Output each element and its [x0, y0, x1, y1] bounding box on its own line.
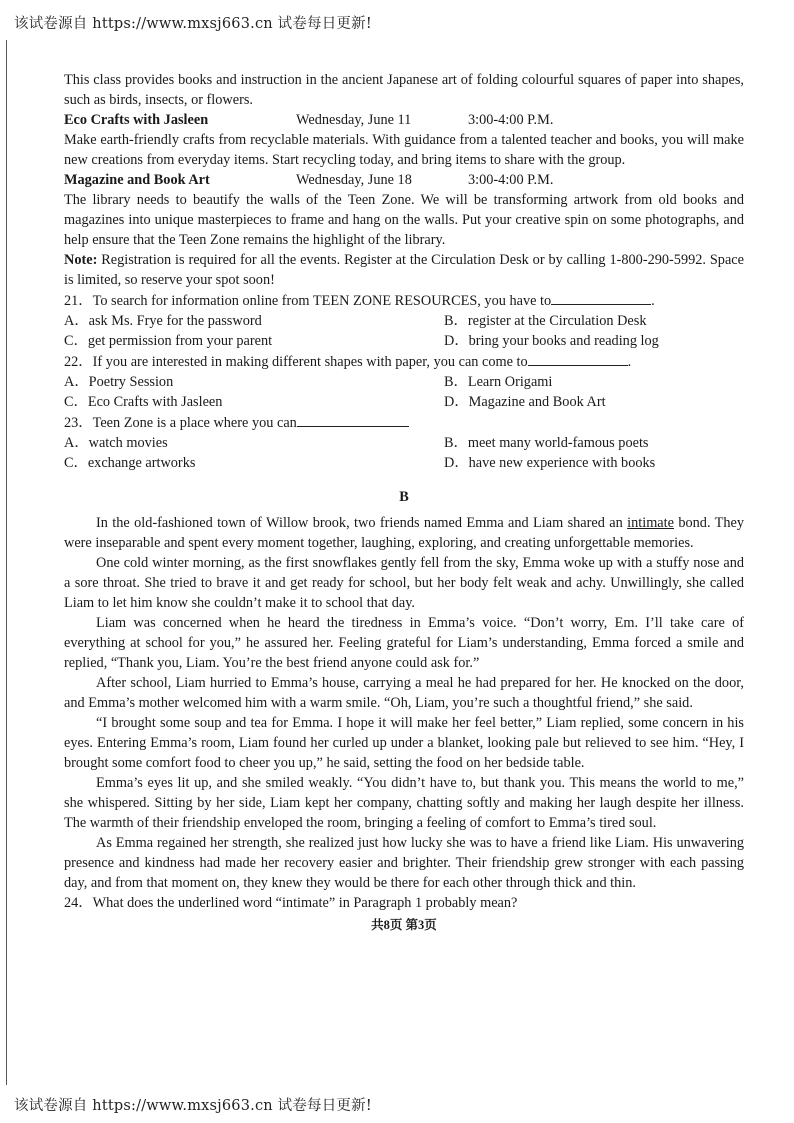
question-24: 24．What does the underlined word “intimate” in Paragraph 1 probably mean? — [64, 895, 518, 911]
question-end: . — [651, 293, 655, 309]
options-row — [64, 433, 744, 453]
exam-page — [64, 70, 744, 935]
event-time: 3:00-4:00 P.M. — [468, 172, 554, 188]
option-c: C．exchange artworks — [64, 455, 196, 471]
option-b: B．register at the Circulation Desk — [444, 313, 647, 329]
underlined-word: intimate — [627, 515, 674, 531]
option-b: B．meet many world-famous poets — [444, 435, 649, 451]
page-border — [6, 40, 7, 1085]
options-row — [64, 331, 744, 351]
question-stem: 22．If you are interested in making different shapes with paper, you can come to — [64, 354, 528, 370]
story-paragraph-3: Liam was concerned when he heard the tiredness in Emma’s voice. “Don’t worry, Em. I’ll take care of everything at school for you,” he assured her. Feeling grateful for Liam’s understanding, Emma forced a smile and replied, “Thank you, Liam. You’re the best friend anyone could ask for.” — [64, 615, 744, 671]
options-row — [64, 311, 744, 331]
watermark-top: 该试卷源自 https://www.mxsj663.cn 试卷每日更新! — [14, 16, 372, 32]
answer-blank — [297, 412, 409, 427]
page-footer: 共8页 第3页 — [371, 918, 437, 932]
question-end: . — [627, 354, 632, 370]
answer-blank — [551, 290, 651, 305]
event-header-eco — [64, 110, 744, 130]
option-a: A．Poetry Session — [64, 374, 174, 390]
option-d: D．Magazine and Book Art — [444, 394, 606, 410]
origami-description: This class provides books and instruction in the ancient Japanese art of folding colourful squares of paper into shapes, such as birds, insects, or flowers. — [64, 72, 744, 108]
option-d: D．bring your books and reading log — [444, 333, 659, 349]
options-row — [64, 372, 744, 392]
option-a: A．ask Ms. Frye for the password — [64, 313, 262, 329]
event-date: Wednesday, June 18 — [296, 172, 412, 188]
event-date: Wednesday, June 11 — [296, 112, 412, 128]
question-stem: 23．Teen Zone is a place where you can — [64, 415, 297, 431]
question-21 — [64, 290, 744, 311]
event-description-eco: Make earth-friendly crafts from recyclable materials. With guidance from a talented teacher and books, you will make new creations from everyday items. Start recycling today, and bring items to share with the group. — [64, 132, 744, 168]
event-name: Eco Crafts with Jasleen — [64, 112, 209, 128]
event-name: Magazine and Book Art — [64, 172, 210, 188]
section-heading: B — [399, 489, 409, 505]
answer-blank — [528, 351, 628, 366]
story-paragraph-2: One cold winter morning, as the first snowflakes gently fell from the sky, Emma woke up with a stuffy nose and a sore throat. She tried to brave it and get ready for school, but her body felt weak and achy. Unwillingly, she called Liam to let him know she couldn’t make it to school that day. — [64, 555, 744, 611]
story-paragraph-4: After school, Liam hurried to Emma’s house, carrying a meal he had prepared for her. He knocked on the door, and Emma’s mother welcomed him with a warm smile. “Oh, Liam, you’re such a thoughtful friend,” she said. — [64, 675, 744, 711]
note-label: Note: — [64, 252, 98, 268]
paragraph-text: bond. They were inseparable and spent every moment together, laughing, exploring, and creating unforgettable memories. — [64, 515, 744, 551]
story-paragraph-6: Emma’s eyes lit up, and she smiled weakly. “You didn’t have to, but thank you. This means the world to me,” she whispered. Sitting by her side, Liam kept her company, chatting softly and making her laugh despite her illness. The warmth of their friendship enveloped the room, bringing a feeling of comfort to Emma’s tired soul. — [64, 775, 744, 831]
event-description-magazine: The library needs to beautify the walls of the Teen Zone. We will be transforming artwork from old books and magazines into unique masterpieces to frame and hang on the walls. Put your creative spin on some photographs, and help ensure that the Teen Zone remains the highlight of the library. — [64, 192, 744, 248]
question-23 — [64, 412, 744, 433]
option-a: A．watch movies — [64, 435, 168, 451]
watermark-bottom: 该试卷源自 https://www.mxsj663.cn 试卷每日更新! — [14, 1098, 372, 1114]
story-paragraph-5: “I brought some soup and tea for Emma. I hope it will make her feel better,” Liam replied, some concern in his eyes. Entering Emma’s room, Liam found her curled up under a blanket, looking pale but relieved to see him. “Hey, I brought some comfort food to cheer you up,” he said, setting the food on her bedside table. — [64, 715, 744, 771]
story-paragraph-7: As Emma regained her strength, she realized just how lucky she was to have a friend like Liam. His unwavering presence and kindness had made her recovery easier and brighter. Their friendship grew stronger with each passing day, and from that moment on, they knew they would be there for each other through thick and thin. — [64, 835, 744, 891]
options-row — [64, 453, 744, 473]
option-c: C．Eco Crafts with Jasleen — [64, 394, 223, 410]
note-text: Registration is required for all the events. Register at the Circulation Desk or by calling 1-800-290-5992. Space is limited, so reserve your spot soon! — [64, 252, 744, 288]
option-d: D．have new experience with books — [444, 455, 656, 471]
option-b: B．Learn Origami — [444, 374, 553, 390]
paragraph-text: In the old-fashioned town of Willow brook, two friends named Emma and Liam shared an — [96, 515, 628, 531]
event-header-magazine — [64, 170, 744, 190]
registration-note — [64, 250, 744, 290]
options-row — [64, 392, 744, 412]
story-paragraph-1 — [64, 513, 744, 553]
option-c: C．get permission from your parent — [64, 333, 273, 349]
question-22 — [64, 351, 744, 372]
question-stem: 21．To search for information online from TEEN ZONE RESOURCES, you have to — [64, 293, 552, 309]
event-time: 3:00-4:00 P.M. — [468, 112, 554, 128]
